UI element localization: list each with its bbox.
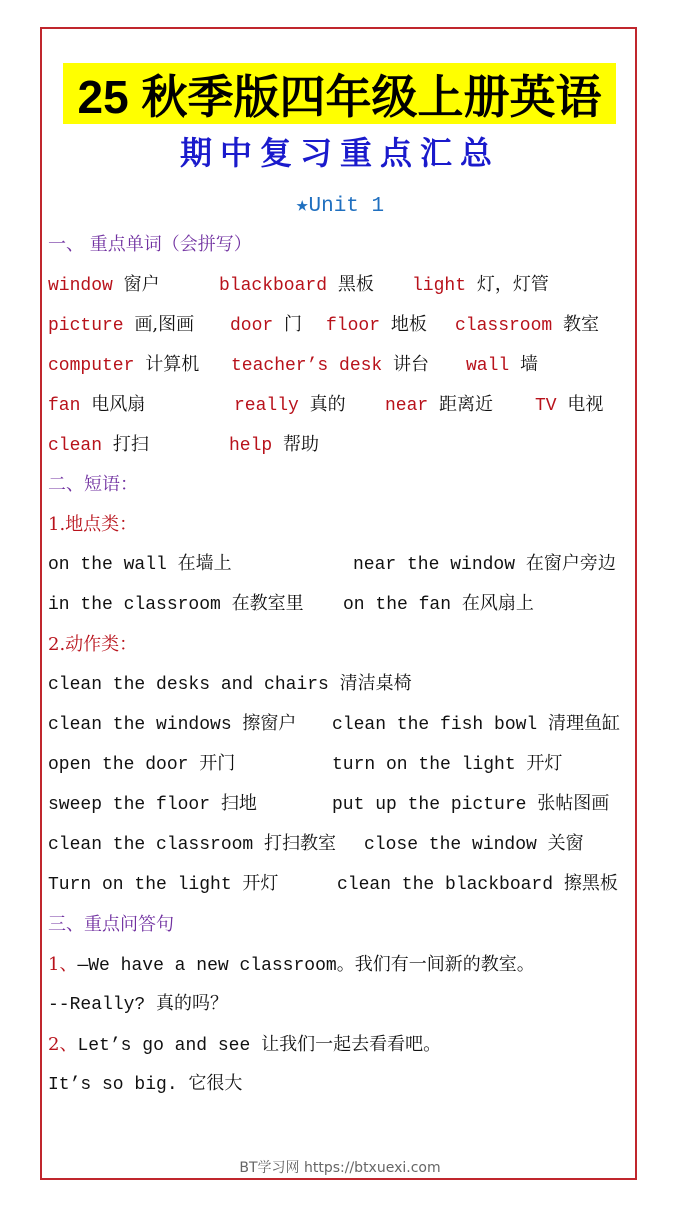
vocab-row (48, 270, 638, 300)
vocab-english: clean (48, 436, 103, 456)
phrase-item: open the door 开门 (48, 755, 236, 775)
vocab-english: classroom (455, 316, 553, 336)
phrase-row (48, 830, 638, 860)
vocab-chinese: 窗户 (123, 274, 160, 295)
section-qa-heading: 三、重点问答句 (48, 914, 174, 935)
vocab-chinese: 灯，灯管 (476, 274, 549, 295)
phrase-item: clean the windows 擦窗户 (48, 715, 297, 735)
vocab-item (455, 310, 599, 341)
vocab-english: TV (535, 396, 557, 416)
vocab-item (229, 430, 319, 461)
phrase-item: near the window 在窗户旁边 (353, 555, 616, 575)
vocab-chinese: 地板 (390, 314, 427, 335)
vocab-chinese: 距离近 (439, 394, 494, 415)
vocab-english: light (412, 276, 467, 296)
vocab-chinese: 打扫 (112, 434, 149, 455)
vocab-row (48, 310, 638, 340)
phrase-row (48, 590, 638, 620)
phrase-item: clean the classroom 打扫教室 (48, 835, 337, 855)
vocab-row (48, 390, 638, 420)
qa-number: 1、 (48, 954, 78, 975)
vocab-item (466, 350, 538, 381)
vocab-english: help (229, 436, 273, 456)
vocab-english: computer (48, 356, 135, 376)
phrase-row (48, 550, 638, 580)
subsection-places-heading: 1.地点类： (48, 514, 138, 535)
vocab-item (48, 350, 199, 381)
qa-text: —We have a new classroom。我们有一间新的教室。 (77, 956, 535, 976)
subsection-actions-heading: 2.动作类： (48, 634, 138, 655)
phrase-item: clean the blackboard 擦黑板 (337, 875, 618, 895)
vocab-chinese: 电风扇 (91, 394, 146, 415)
vocab-chinese: 教室 (563, 314, 600, 335)
vocab-item (385, 390, 493, 421)
vocab-item (48, 430, 149, 461)
vocab-chinese: 墙 (520, 354, 539, 375)
qa-line (48, 990, 228, 1020)
vocab-english: blackboard (219, 276, 328, 296)
phrase-row (48, 710, 638, 740)
vocab-english: teacher’s desk (231, 356, 383, 376)
vocab-item (48, 310, 194, 341)
vocab-english: door (230, 316, 274, 336)
vocab-item (412, 270, 549, 301)
vocab-chinese: 真的 (309, 394, 346, 415)
qa-text: Let’s go and see 让我们一起去看看吧。 (77, 1036, 442, 1056)
phrase-item: Turn on the light 开灯 (48, 875, 279, 895)
unit-heading: ★Unit 1 (295, 195, 385, 218)
phrase-row (48, 790, 638, 820)
phrase-item: close the window 关窗 (364, 835, 584, 855)
phrase-row (48, 670, 638, 700)
qa-number: 2、 (48, 1034, 78, 1055)
section-vocab-heading: 一、 重点单词（会拼写） (48, 234, 252, 255)
vocab-item (219, 270, 374, 301)
phrase-item: on the fan 在风扇上 (343, 595, 534, 615)
qa-line (48, 950, 535, 980)
vocab-chinese: 讲台 (393, 354, 430, 375)
qa-text: --Really? 真的吗？ (48, 995, 229, 1015)
phrase-item: on the wall 在墙上 (48, 555, 232, 575)
page-subtitle: 期中复习重点汇总 (179, 134, 500, 172)
vocab-item (326, 310, 427, 341)
vocab-english: fan (48, 396, 81, 416)
qa-line (48, 1070, 242, 1100)
vocab-item (231, 350, 429, 381)
phrase-item: in the classroom 在教室里 (48, 595, 304, 615)
vocab-item (230, 310, 302, 341)
vocab-item (535, 390, 603, 421)
title-highlight (63, 63, 616, 124)
vocab-chinese: 帮助 (283, 434, 320, 455)
vocab-chinese: 黑板 (337, 274, 374, 295)
vocab-english: window (48, 276, 113, 296)
vocab-english: really (234, 396, 299, 416)
vocab-chinese: 电视 (567, 394, 604, 415)
vocab-chinese: 画,图画 (134, 314, 195, 335)
phrase-item: sweep the floor 扫地 (48, 795, 257, 815)
vocab-item (48, 390, 145, 421)
phrase-item: put up the picture 张帖图画 (332, 795, 610, 815)
vocab-english: floor (326, 316, 381, 336)
vocab-item (48, 270, 160, 301)
section-phrases-heading: 二、短语： (48, 474, 138, 495)
phrase-item: turn on the light 开灯 (332, 755, 563, 775)
phrase-item: clean the fish bowl 清理鱼缸 (332, 715, 621, 735)
qa-text: It’s so big. 它很大 (48, 1075, 243, 1095)
phrase-row (48, 870, 638, 900)
vocab-chinese: 计算机 (145, 354, 200, 375)
qa-line (48, 1030, 441, 1060)
footer-watermark: BT学习网 https://btxuexi.com (239, 1160, 441, 1176)
vocab-row (48, 430, 638, 460)
page-title: 25 秋季版四年级上册英语 (77, 70, 602, 123)
vocab-item (234, 390, 346, 421)
phrase-item: clean the desks and chairs 清洁桌椅 (48, 675, 412, 695)
phrase-row (48, 750, 638, 780)
vocab-chinese: 门 (284, 314, 303, 335)
vocab-english: near (385, 396, 429, 416)
vocab-row (48, 350, 638, 380)
vocab-english: wall (466, 356, 510, 376)
vocab-english: picture (48, 316, 124, 336)
